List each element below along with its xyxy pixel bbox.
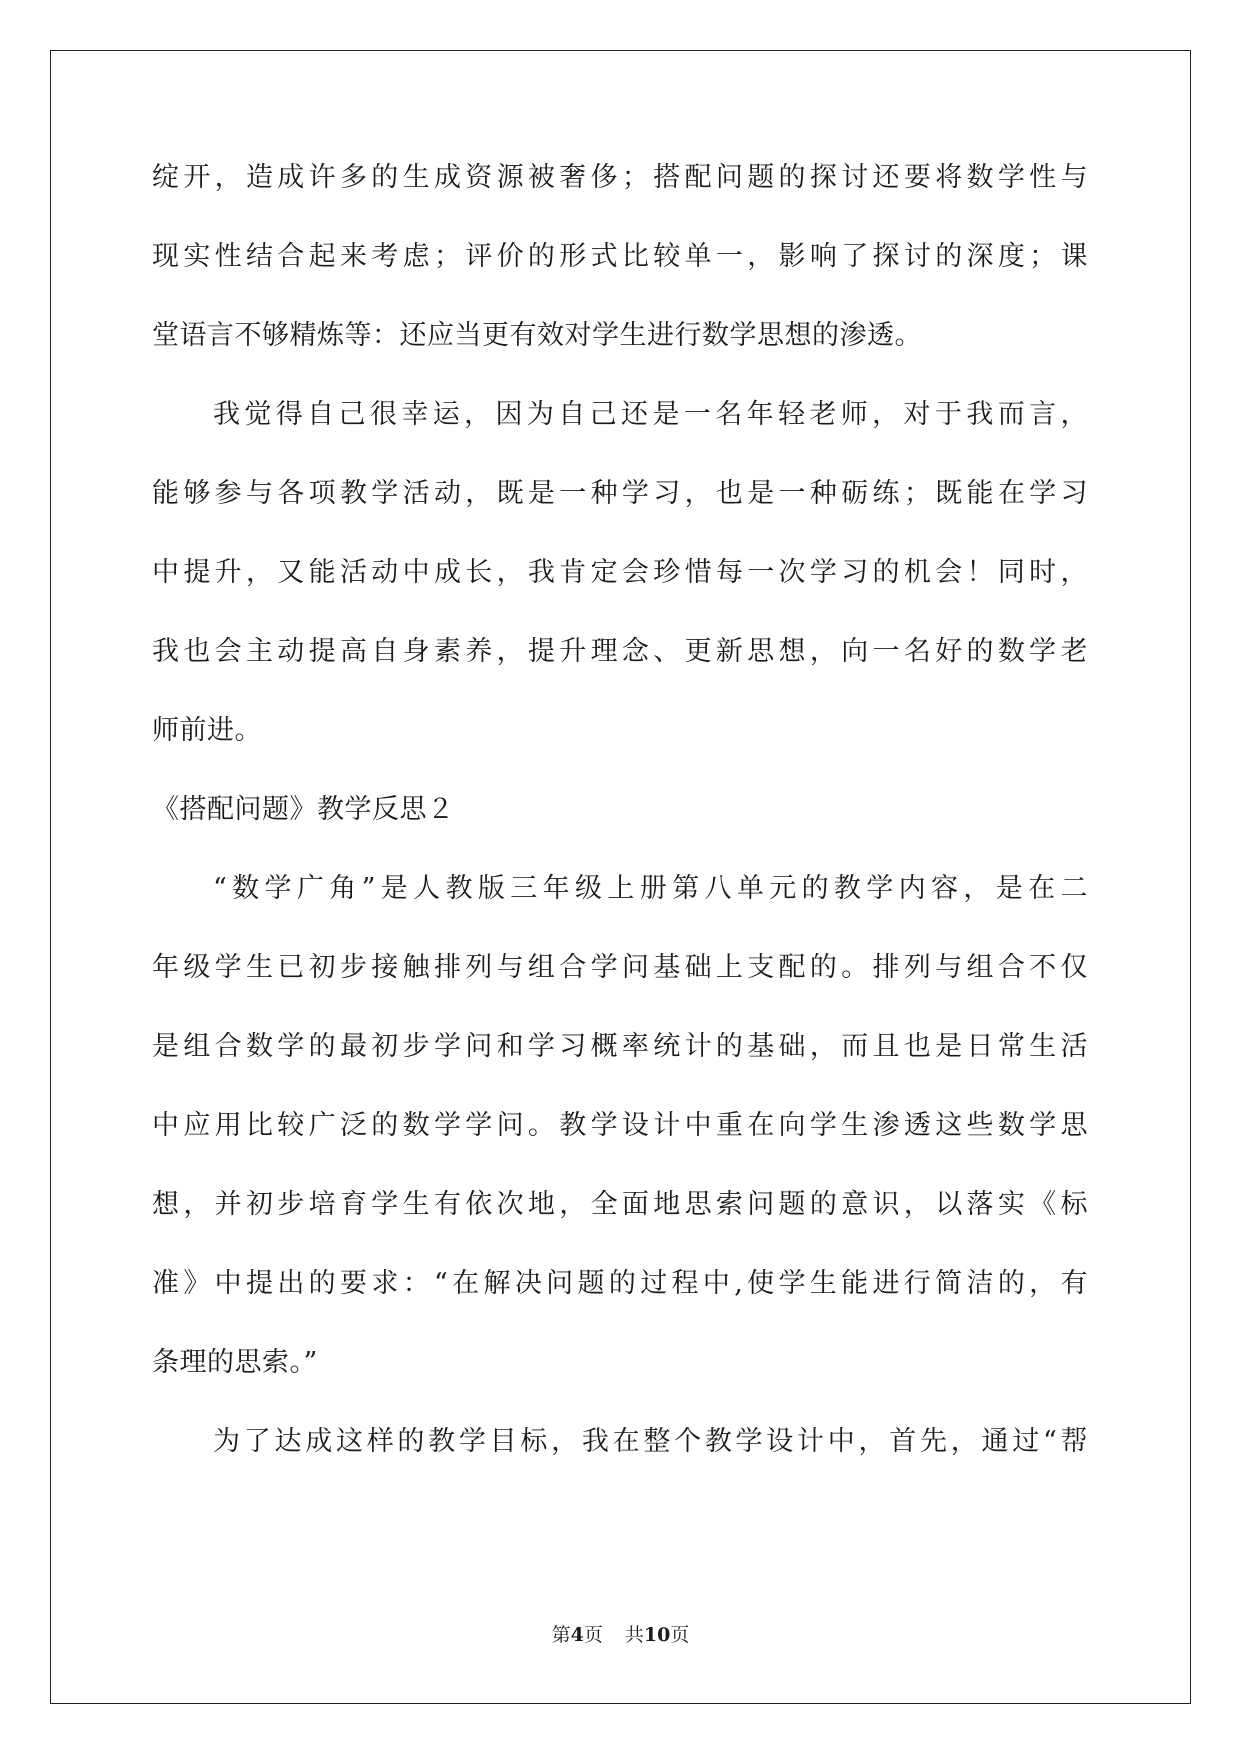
footer-total-suffix: 页: [670, 1624, 690, 1646]
footer-page-number: 4: [570, 1624, 584, 1646]
footer-total-pages: 10: [643, 1624, 671, 1646]
text-line: 是组合数学的最初步学问和学习概率统计的基础，而且也是日常生活: [152, 1031, 1088, 1062]
text-line: 中应用比较广泛的数学学问。教学设计中重在向学生渗透这些数学思: [152, 1110, 1088, 1141]
text-line: 准》中提出的要求：“在解决问题的过程中,使学生能进行简洁的，有: [152, 1268, 1088, 1299]
text-line: 师前进。: [152, 715, 262, 746]
footer-page-suffix: 页: [583, 1624, 603, 1646]
document-body: [152, 160, 1088, 1503]
footer-total-prefix: 共: [624, 1624, 644, 1646]
text-line: 能够参与各项教学活动，既是一种学习，也是一种砺练；既能在学习: [152, 478, 1088, 509]
text-line: 堂语言不够精炼等：还应当更有效对学生进行数学思想的渗透。: [152, 320, 922, 351]
text-line: 年级学生已初步接触排列与组合学问基础上支配的。排列与组合不仅: [152, 952, 1088, 983]
text-line: 我也会主动提高自身素养，提升理念、更新思想，向一名好的数学老: [152, 636, 1088, 667]
text-line: 为了达成这样的教学目标，我在整个教学设计中，首先，通过“帮: [213, 1426, 1088, 1457]
text-line: 我觉得自己很幸运，因为自己还是一名年轻老师，对于我而言，: [213, 399, 1088, 430]
text-line: 想，并初步培育学生有依次地，全面地思索问题的意识，以落实《标: [152, 1189, 1088, 1220]
page-footer: [0, 1624, 1241, 1646]
text-line: 现实性结合起来考虑；评价的形式比较单一，影响了探讨的深度；课: [152, 241, 1088, 272]
section-heading: 《搭配问题》教学反思２: [152, 794, 455, 825]
text-line: 条理的思索。”: [152, 1347, 318, 1378]
text-line: 绽开，造成许多的生成资源被奢侈；搭配问题的探讨还要将数学性与: [152, 162, 1088, 193]
footer-prefix: 第: [551, 1624, 571, 1646]
text-line: 中提升，又能活动中成长，我肯定会珍惜每一次学习的机会！同时，: [152, 557, 1088, 588]
text-line: “数学广角”是人教版三年级上册第八单元的教学内容，是在二: [213, 873, 1088, 904]
